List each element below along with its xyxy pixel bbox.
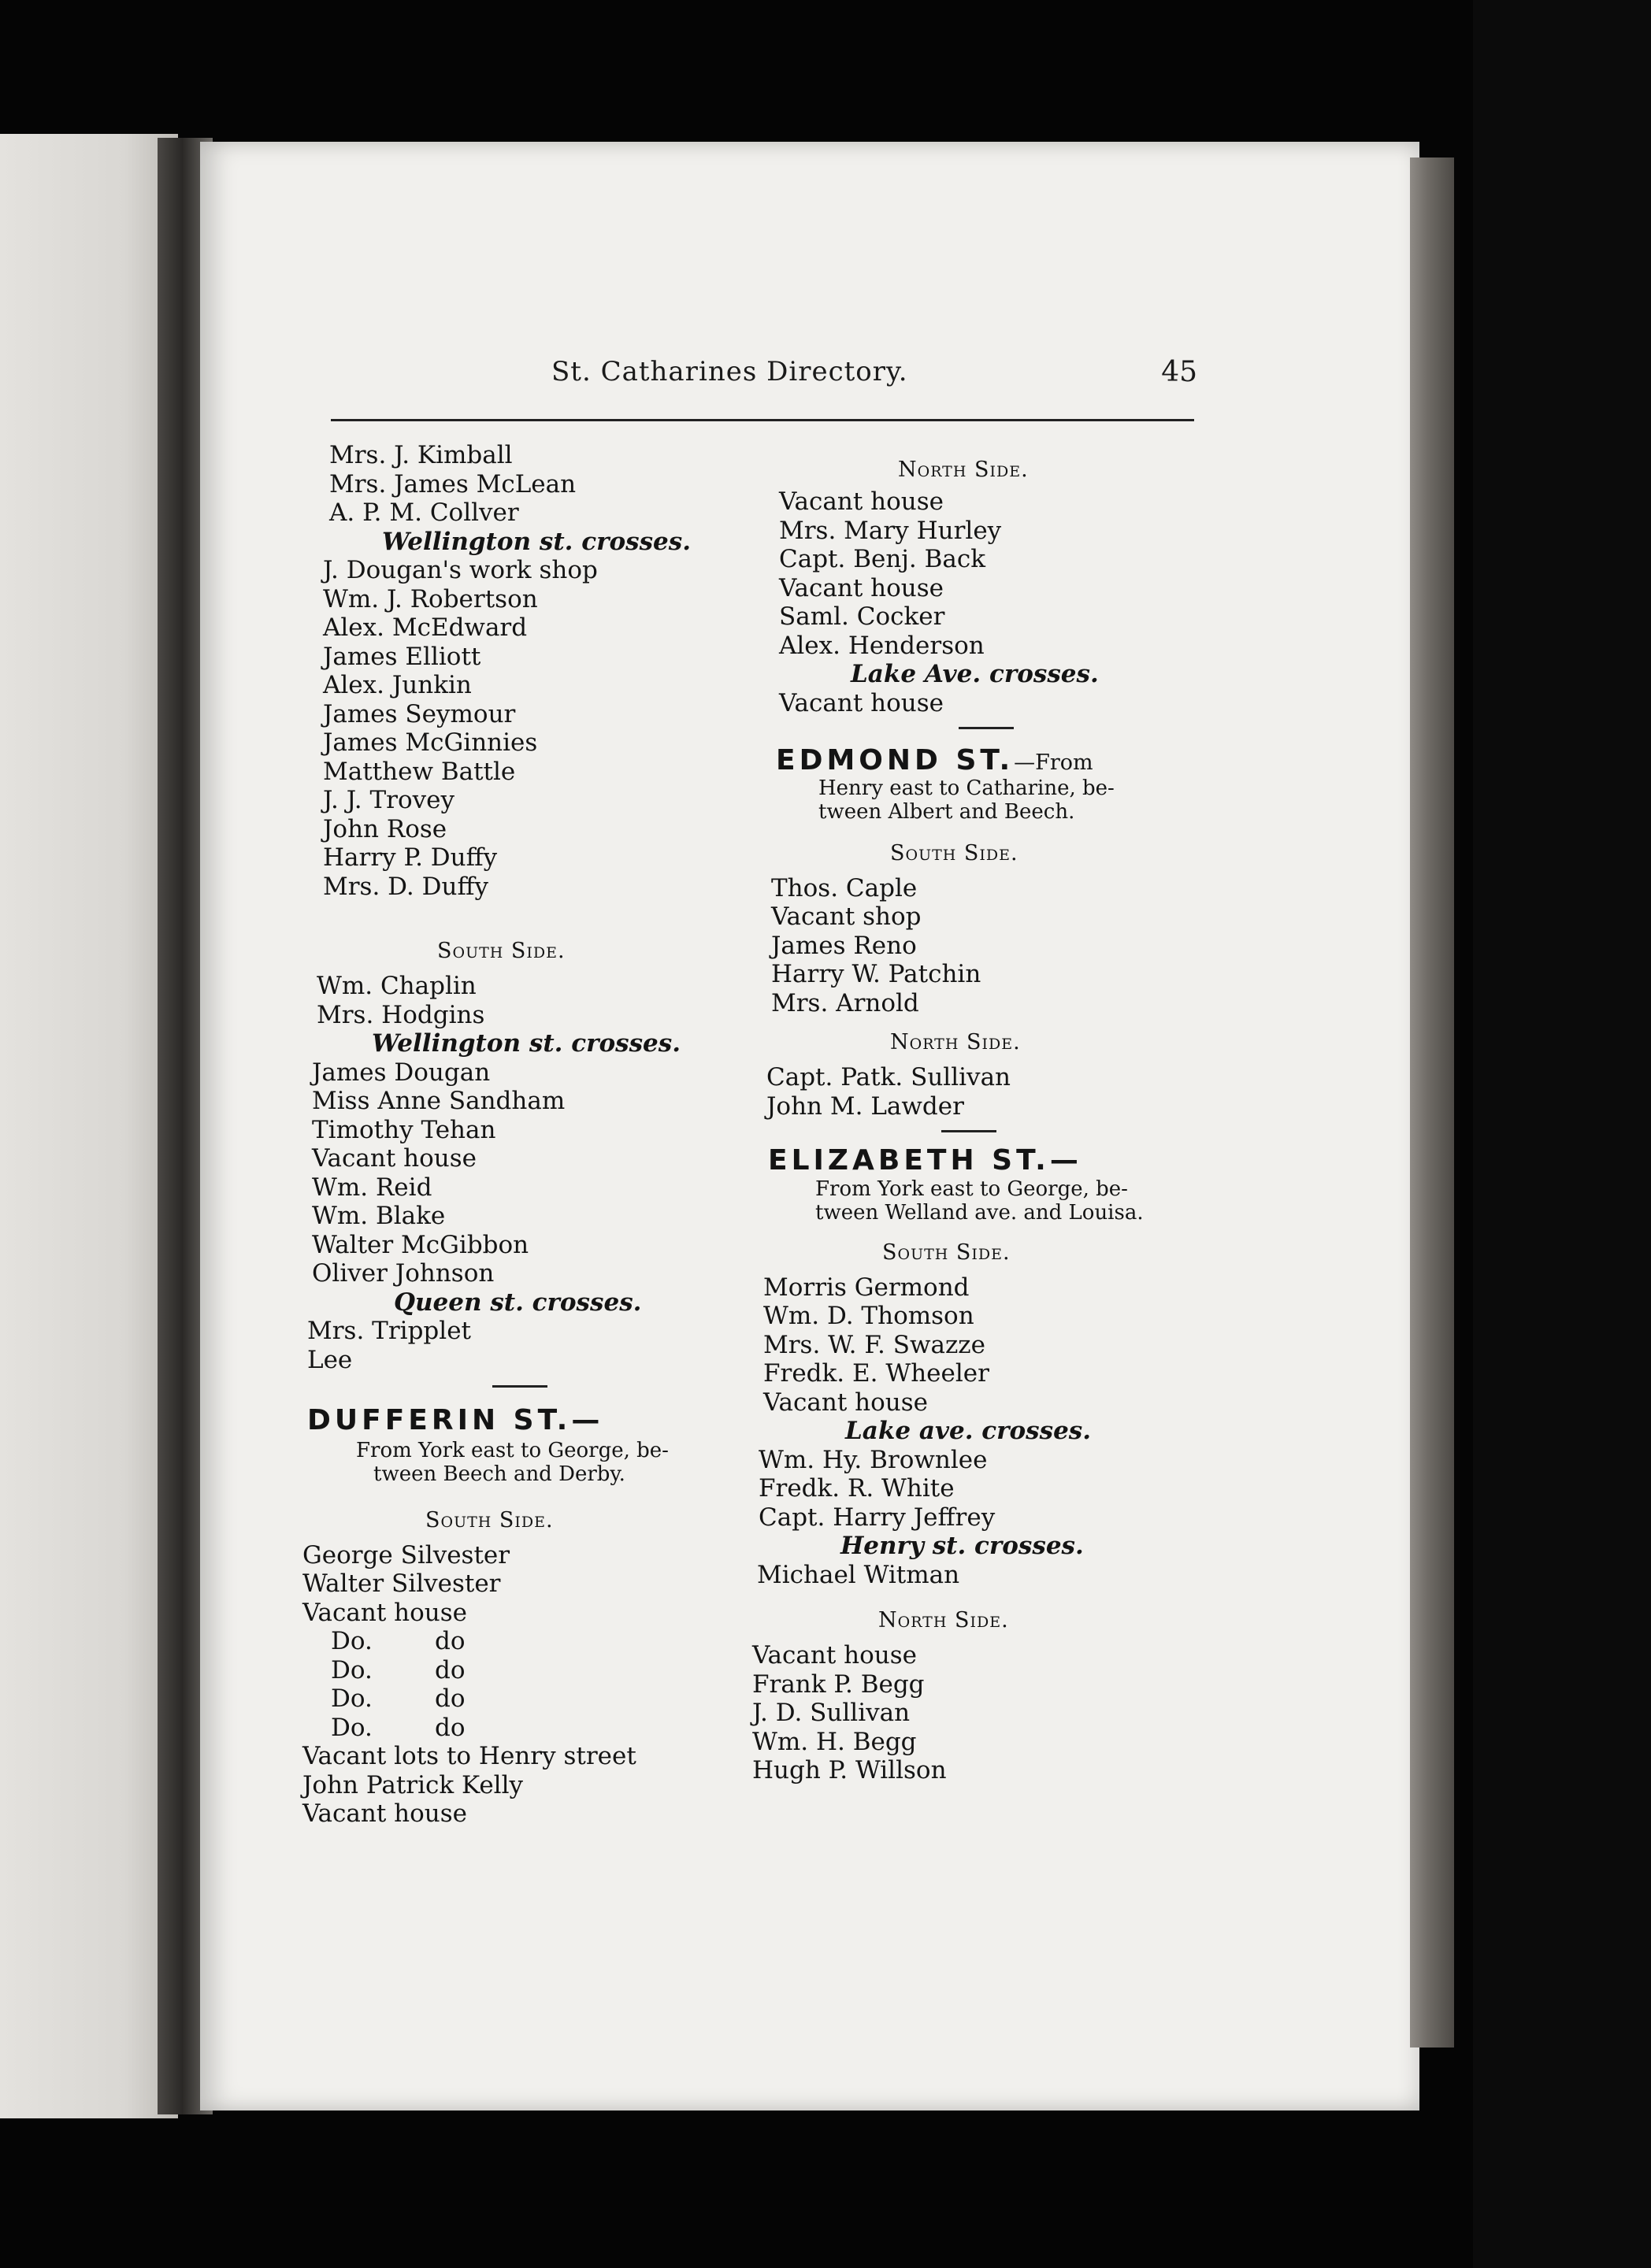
entries-block <box>299 441 725 528</box>
entries-block <box>752 1641 1193 1785</box>
list-item: James Seymour <box>323 699 516 728</box>
entries-block <box>299 972 725 1029</box>
list-item: Matthew Battle <box>323 757 516 786</box>
facing-page-edge <box>0 134 178 2118</box>
cross-street-note: Lake Ave. crosses. <box>851 660 1099 688</box>
ditto-row <box>302 1684 725 1714</box>
cross-street-note: Wellington st. crosses. <box>382 527 691 556</box>
list-item: Vacant house <box>779 487 944 516</box>
list-item: Miss Anne Sandham <box>312 1087 566 1115</box>
list-item: Fredk. R. White <box>759 1474 955 1503</box>
ditto-row <box>302 1714 725 1743</box>
right-column <box>752 453 1193 1785</box>
list-item: Harry P. Duffy <box>323 843 498 872</box>
list-item: John Rose <box>323 814 447 843</box>
list-item: John Patrick Kelly <box>302 1770 524 1799</box>
list-item: J. J. Trovey <box>323 786 454 814</box>
list-item: Vacant house <box>312 1144 477 1173</box>
list-item: Alex. Junkin <box>323 671 472 699</box>
list-item: Mrs. Mary Hurley <box>779 516 1002 545</box>
list-item: Wm. D. Thomson <box>763 1302 974 1330</box>
section-heading: South Side. <box>882 1240 1011 1265</box>
ditto-mark: do <box>435 1627 466 1655</box>
street-description: tween Welland ave. and Louisa. <box>815 1200 1144 1225</box>
street-description: —From <box>1014 750 1093 775</box>
list-item: George Silvester <box>302 1540 510 1569</box>
cross-street-note: Henry st. crosses. <box>840 1532 1084 1560</box>
street-description: Henry east to Catharine, be- <box>818 776 1115 800</box>
list-item: James Dougan <box>312 1058 491 1087</box>
list-item: Mrs. James McLean <box>329 469 577 498</box>
list-item: J. Dougan's work shop <box>323 556 598 584</box>
cross-street-note: Lake ave. crosses. <box>845 1417 1092 1445</box>
list-item: Wm. Blake <box>312 1202 446 1230</box>
list-item: James Elliott <box>323 642 481 671</box>
street-description: tween Beech and Derby. <box>373 1462 625 1486</box>
list-item: Alex. Henderson <box>779 631 985 660</box>
list-item: Wm. H. Begg <box>752 1727 917 1756</box>
section-heading: South Side. <box>890 840 1018 865</box>
street-title: ELIZABETH ST.— <box>768 1144 1082 1177</box>
background <box>1473 0 1651 2268</box>
list-item: A. P. M. Collver <box>329 498 519 527</box>
entries-block <box>299 1317 725 1374</box>
list-item: Lee <box>307 1345 353 1374</box>
list-item: Capt. Benj. Back <box>779 545 986 573</box>
list-item: Alex. McEdward <box>323 613 528 642</box>
list-item: J. D. Sullivan <box>752 1699 911 1727</box>
entries-block <box>752 874 1193 1018</box>
list-item: Timothy Tehan <box>312 1115 496 1144</box>
cross-street-note: Queen st. crosses. <box>394 1288 642 1317</box>
list-item: Harry W. Patchin <box>771 960 981 988</box>
street-heading <box>752 744 1193 776</box>
section-heading: South Side. <box>425 1507 554 1532</box>
list-item: Vacant house <box>763 1388 928 1417</box>
entries-block <box>752 487 1193 660</box>
street-title: EDMOND ST. <box>776 744 1015 776</box>
ditto-mark: Do. <box>331 1655 373 1684</box>
list-item: Vacant house <box>752 1641 917 1670</box>
ditto-mark: Do. <box>331 1713 373 1742</box>
list-item: Frank P. Begg <box>752 1670 925 1699</box>
ditto-mark: do <box>435 1684 466 1713</box>
list-item: Mrs. Arnold <box>771 988 919 1017</box>
section-heading: North Side. <box>890 1030 1021 1054</box>
ditto-row <box>302 1656 725 1685</box>
section-heading: North Side. <box>898 458 1029 482</box>
section-heading: South Side. <box>437 939 566 963</box>
list-item: Wm. Hy. Brownlee <box>759 1445 988 1474</box>
list-item: Saml. Cocker <box>779 602 945 631</box>
list-item: Wm. Chaplin <box>317 972 477 1000</box>
list-item: Vacant house <box>779 573 944 602</box>
list-item: Vacant house <box>779 688 944 717</box>
header-rule <box>331 419 1194 421</box>
entries-block <box>752 1063 1193 1121</box>
ditto-row <box>302 1627 725 1656</box>
list-item: Mrs. J. Kimball <box>329 441 513 469</box>
running-title: St. Catharines Directory. <box>551 356 908 387</box>
list-item: John M. Lawder <box>766 1091 964 1121</box>
entries-block <box>752 1446 1193 1532</box>
street-description: From York east to George, be- <box>356 1438 669 1462</box>
list-item: Wm. J. Robertson <box>323 584 538 613</box>
list-item: Vacant house <box>302 1799 467 1828</box>
list-item: James Reno <box>771 931 917 960</box>
entries-block <box>299 556 725 901</box>
ditto-mark: Do. <box>331 1627 373 1655</box>
list-item: Mrs. D. Duffy <box>323 872 488 901</box>
list-item: Vacant shop <box>771 902 922 931</box>
street-description: tween Albert and Beech. <box>818 799 1075 824</box>
list-item: Oliver Johnson <box>312 1259 495 1288</box>
list-item: Vacant house <box>302 1598 467 1627</box>
list-item: Mrs. Tripplet <box>307 1317 471 1345</box>
list-item: Walter McGibbon <box>312 1230 529 1259</box>
entries-block <box>299 1058 725 1288</box>
street-description: From York east to George, be- <box>815 1177 1128 1201</box>
list-item: James McGinnies <box>323 728 538 757</box>
left-column <box>299 441 725 1829</box>
ditto-mark: Do. <box>331 1684 373 1713</box>
list-item: Fredk. E. Wheeler <box>763 1359 989 1388</box>
ditto-mark: do <box>435 1655 466 1684</box>
list-item: Michael Witman <box>757 1560 960 1589</box>
list-item: Wm. Reid <box>312 1173 432 1202</box>
cross-street-note: Wellington st. crosses. <box>372 1029 681 1058</box>
page-block-edge <box>1410 158 1454 2048</box>
page-header <box>551 356 1197 403</box>
section-heading: North Side. <box>878 1608 1009 1632</box>
entries-block <box>752 1273 1193 1418</box>
list-item: Walter Silvester <box>302 1569 501 1598</box>
list-item: Capt. Harry Jeffrey <box>759 1503 996 1532</box>
ditto-mark: do <box>435 1713 466 1742</box>
list-item: Vacant lots to Henry street <box>302 1742 636 1770</box>
list-item: Mrs. Hodgins <box>317 1000 485 1029</box>
list-item: Thos. Caple <box>771 873 918 902</box>
list-item: Mrs. W. F. Swazze <box>763 1330 985 1359</box>
street-title: DUFFERIN ST.— <box>307 1404 604 1436</box>
entries-block <box>752 1561 1193 1590</box>
list-item: Morris Germond <box>763 1273 970 1302</box>
list-item: Capt. Patk. Sullivan <box>766 1063 1011 1091</box>
page-number: 45 <box>1161 356 1197 388</box>
list-item: Hugh P. Willson <box>752 1756 947 1784</box>
entries-block <box>299 1541 725 1829</box>
entries-block <box>752 689 1193 718</box>
